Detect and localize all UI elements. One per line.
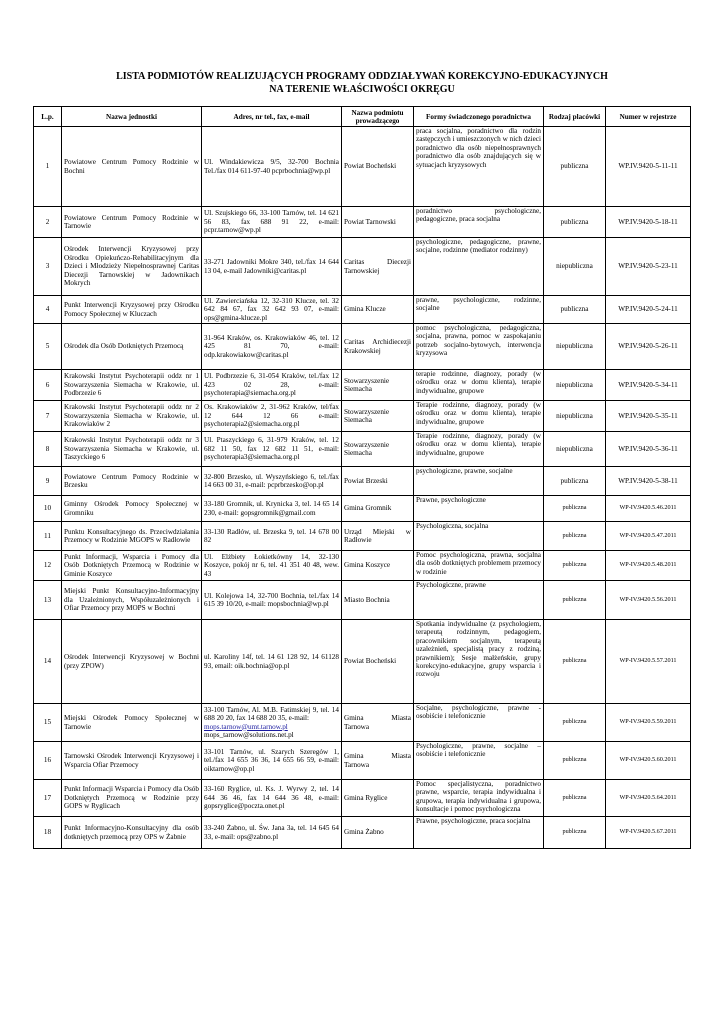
table-body — [34, 127, 691, 849]
row-lp: 5 — [34, 324, 62, 370]
row-forms: psychologiczne, pedagogiczne, prawne, socjalne, rodzinne (mediator rodzinny) — [414, 238, 544, 296]
row-type: publiczna — [544, 780, 606, 817]
row-forms: psychologiczne, prawne, socjalne — [414, 467, 544, 496]
table-row — [34, 401, 691, 432]
title-line-2: NA TERENIE WŁAŚCIWOŚCI OKRĘGU — [269, 84, 455, 95]
row-lp: 3 — [34, 238, 62, 296]
table-row — [34, 551, 691, 581]
row-forms: prawne, psychologiczne, rodzinne, socjalne — [414, 296, 544, 324]
table-row — [34, 432, 691, 467]
row-provider: Urząd Miejski w Radłowie — [342, 522, 414, 551]
row-type: niepubliczna — [544, 401, 606, 432]
row-provider: Gmina Miasta Tarnowa — [342, 742, 414, 780]
row-lp: 1 — [34, 127, 62, 207]
row-lp: 9 — [34, 467, 62, 496]
row-address: 33-180 Gromnik, ul. Krynicka 3, tel. 14 65 14 230, e-mail: gopsgromnik@gmail.com — [202, 496, 342, 522]
row-lp: 15 — [34, 704, 62, 742]
row-name: Ośrodek dla Osób Dotkniętych Przemocą — [62, 324, 202, 370]
row-name: Ośrodek Interwencji Kryzysowej przy Ośrodku Opiekuńczo-Rehabilitacyjnym dla Dzieci i Młodzieży Niepełnosprawnej Caritas Diecezji Tarnowskiej w Jadownikach Mokrych — [62, 238, 202, 296]
row-provider: Powiat Tarnowski — [342, 207, 414, 238]
row-type: publiczna — [544, 620, 606, 704]
row-type: publiczna — [544, 467, 606, 496]
row-register: WP.IV.9420-5-18-11 — [606, 207, 691, 238]
row-name: Powiatowe Centrum Pomocy Rodzinie w Tarnowie — [62, 207, 202, 238]
row-forms: Psychologiczna, socjalna — [414, 522, 544, 551]
row-address: 32-800 Brzesko, ul. Wyszyńskiego 6, tel./fax 14 663 00 31, e-mail: pcprbrzesko@op.pl — [202, 467, 342, 496]
row-provider: Powiat Bocheński — [342, 127, 414, 207]
header-lp: L.p. — [34, 107, 62, 127]
row-name: Miejski Ośrodek Pomocy Społecznej w Tarnowie — [62, 704, 202, 742]
row-forms: Psychologiczne, prawne — [414, 581, 544, 620]
row-register: WP.IV.9420-5-23-11 — [606, 238, 691, 296]
row-type: niepubliczna — [544, 432, 606, 467]
row-address: Ul. Podbrzezie 6, 31-054 Kraków, tel./fax 12 423 02 28, e-mail: psychoterapia@siemacha.org.pl — [202, 370, 342, 401]
row-provider: Stowarzyszenie Siemacha — [342, 401, 414, 432]
row-address: Ul. Kolejowa 14, 32-700 Bochnia, tel./fax 14 615 39 10/20, e-mail: mopsbochnia@wp.pl — [202, 581, 342, 620]
row-type: publiczna — [544, 817, 606, 849]
row-type: publiczna — [544, 742, 606, 780]
row-forms: Prawne, psychologiczne — [414, 496, 544, 522]
table-row — [34, 467, 691, 496]
row-address: 33-271 Jadowniki Mokre 340, tel./fax 14 644 13 04, e-mail Jadowniki@caritas.pl — [202, 238, 342, 296]
row-provider: Powiat Bocheński — [342, 620, 414, 704]
row-register: WP.IV.9420-5-35-11 — [606, 401, 691, 432]
row-register: WP.IV.9420-5-34-11 — [606, 370, 691, 401]
row-register: WP.IV.9420-5-11-11 — [606, 127, 691, 207]
row-name: Punktu Konsultacyjnego ds. Przeciwdziałania Przemocy w Rodzinie MGOPS w Radłowie — [62, 522, 202, 551]
row-name: Krakowski Instytut Psychoterapii oddz nr 2 Stowarzyszenia Siemacha w Krakowie, ul. Krakowiaków 2 — [62, 401, 202, 432]
table-row — [34, 370, 691, 401]
row-register: WP-IV.9420.5.48.2011 — [606, 551, 691, 581]
row-forms: praca socjalna, poradnictwo dla rodzin zastępczych i umieszczonych w nich dzieci poradnictwo dla osób niepełnosprawnych poradnictwo dla osób znajdujących się w sytuacjach kryzysowych — [414, 127, 544, 207]
row-provider: Caritas Diecezji Tarnowskiej — [342, 238, 414, 296]
row-address: 33-130 Radłów, ul. Brzeska 9, tel. 14 678 00 82 — [202, 522, 342, 551]
row-address-email-secondary: mops_tarnow@solutions.net.pl — [204, 730, 294, 739]
row-forms: Spotkania indywidualne (z psychologiem, terapeutą rodzinnym, pedagogiem, pracownikiem socjalnym, terapeutą uzależnień, specjalistą pracy z rodziną, prawnikiem); Sesje małżeńskie, grupy korekcyjno-edukacyjne, grupy wsparcia i rozwoju — [414, 620, 544, 704]
row-forms: Pomoc psychologiczna, prawna, socjalna dla osób dotkniętych problemem przemocy w rodzinie — [414, 551, 544, 581]
providers-table — [33, 106, 691, 849]
header-address: Adres, nr tel., fax, e-mail — [202, 107, 342, 127]
row-provider: Caritas Archidiecezji Krakowskiej — [342, 324, 414, 370]
row-forms: Socjalne, psychologiczne, prawne - osobiście i telefonicznie — [414, 704, 544, 742]
table-row — [34, 296, 691, 324]
table-row — [34, 620, 691, 704]
row-type: niepubliczna — [544, 370, 606, 401]
row-lp: 2 — [34, 207, 62, 238]
row-forms: Prawne, psychologiczne, praca socjalna — [414, 817, 544, 849]
row-address: 31-964 Kraków, os. Krakowiaków 46, tel. 12 425 81 70, e-mail: odp.krakowiakow@caritas.pl — [202, 324, 342, 370]
row-name: Powiatowe Centrum Pomocy Rodzinie w Bochni — [62, 127, 202, 207]
row-register: WP-IV.9420.5.57.2011 — [606, 620, 691, 704]
row-lp: 18 — [34, 817, 62, 849]
row-lp: 16 — [34, 742, 62, 780]
row-name: Punkt Informacji, Wsparcia i Pomocy dla Osób Dotkniętych Przemocą w Rodzinie w Gminie Koszyce — [62, 551, 202, 581]
row-forms: Psychologiczne, prawne, socjalne – osobiście i telefonicznie — [414, 742, 544, 780]
row-lp: 6 — [34, 370, 62, 401]
header-register: Numer w rejestrze — [606, 107, 691, 127]
row-lp: 10 — [34, 496, 62, 522]
row-address: Ul. Elżbiety Łokietkówny 14, 32-130 Koszyce, pokój nr 6, tel. 41 351 40 48, wew. 43 — [202, 551, 342, 581]
row-forms: Terapie rodzinne, diagnozy, porady (w ośrodku oraz w domu klienta), terapie indywidualne, grupowe — [414, 401, 544, 432]
row-type: niepubliczna — [544, 324, 606, 370]
row-address: ul. Karoliny 14f, tel. 14 61 128 92, 14 61128 93, email: oik.bochnia@op.pl — [202, 620, 342, 704]
row-address: Ul. Zawierciańska 12, 32-310 Klucze, tel. 32 642 84 67, fax 32 642 93 07, e-mail: ops@gmina-klucze.pl — [202, 296, 342, 324]
row-lp: 11 — [34, 522, 62, 551]
row-type: niepubliczna — [544, 238, 606, 296]
table-row — [34, 704, 691, 742]
table-row — [34, 324, 691, 370]
row-address: Ul. Szujskiego 66, 33-100 Tarnów, tel. 14 621 56 83, fax 688 91 22, e-mail: pcpr.tarnow@wp.pl — [202, 207, 342, 238]
row-provider: Stowarzyszenie Siemacha — [342, 432, 414, 467]
row-name: Tarnowski Ośrodek Interwencji Kryzysowej i Wsparcia Ofiar Przemocy — [62, 742, 202, 780]
table-header-row — [34, 107, 691, 127]
row-provider: Gmina Żabno — [342, 817, 414, 849]
row-name: Powiatowe Centrum Pomocy Rodzinie w Brzesku — [62, 467, 202, 496]
header-forms: Formy świadczonego poradnictwa — [414, 107, 544, 127]
row-register: WP.IV.9420-5-26-11 — [606, 324, 691, 370]
row-name: Punkt Informacji Wsparcia i Pomocy dla Osób Dotkniętych Przemocą w Rodzinie przy GOPS w Ryglicach — [62, 780, 202, 817]
row-type: publiczna — [544, 704, 606, 742]
row-name: Krakowski Instytut Psychoterapii oddz nr 1 Stowarzyszenia Siemacha w Krakowie, ul. Podbrzezie 6 — [62, 370, 202, 401]
row-forms: terapie rodzinne, diagnozy, porady (w ośrodku oraz w domu klienta), terapie indywidualne, grupowe — [414, 370, 544, 401]
row-register: WP-IV.9420.5.46.2011 — [606, 496, 691, 522]
row-forms: Terapie rodzinne, diagnozy, porady (w ośrodku oraz w domu klienta), terapie indywidualne, grupowe — [414, 432, 544, 467]
row-lp: 14 — [34, 620, 62, 704]
row-forms: poradnictwo psychologiczne, pedagogiczne, praca socjalna — [414, 207, 544, 238]
row-type: publiczna — [544, 522, 606, 551]
row-type: publiczna — [544, 127, 606, 207]
row-lp: 12 — [34, 551, 62, 581]
table-row — [34, 780, 691, 817]
row-register: WP-IV.9420.5.59.2011 — [606, 704, 691, 742]
title-line-1: LISTA PODMIOTÓW REALIZUJĄCYCH PROGRAMY ODDZIAŁYWAŃ KOREKCYJNO-EDUKACYJNYCH — [116, 71, 608, 82]
row-register: WP.IV.9420-5-38-11 — [606, 467, 691, 496]
document-title — [0, 70, 724, 96]
table-row — [34, 496, 691, 522]
table-row — [34, 581, 691, 620]
row-address: 33-240 Żabno, ul. Św. Jana 3a, tel. 14 645 64 33, e-mail: ops@zabno.pl — [202, 817, 342, 849]
row-type: publiczna — [544, 551, 606, 581]
row-provider: Gmina Miasta Tarnowa — [342, 704, 414, 742]
row-type: publiczna — [544, 296, 606, 324]
row-address: 33-160 Ryglice, ul. Ks. J. Wyrwy 2, tel. 14 644 36 46, fax 14 644 36 48, e-mail: gopsryglice@poczta.onet.pl — [202, 780, 342, 817]
row-address: 33-101 Tarnów, ul. Szarych Szeregów 1, tel./fax 14 655 36 36, 14 655 66 59, e-mail: oiktarnow@op.pl — [202, 742, 342, 780]
row-register: WP-IV.9420.5.56.2011 — [606, 581, 691, 620]
table-row — [34, 238, 691, 296]
row-address: Os. Krakowiaków 2, 31-962 Kraków, tel/fax 12 644 12 66 e-mail: psychoterapia2@siemacha.org.pl — [202, 401, 342, 432]
row-forms: pomoc psychologiczna, pedagogiczna, socjalna, prawna, pomoc w zaspokajaniu potrzeb socjalno-bytowych, interwencja kryzysowa — [414, 324, 544, 370]
row-name: Miejski Punkt Konsultacyjno-Informacyjny dla Uzależnionych, Współuzależnionych i Ofiar Przemocy przy MOPS w Bochni — [62, 581, 202, 620]
table-row — [34, 207, 691, 238]
table-row — [34, 522, 691, 551]
row-register: WP.IV.9420-5-36-11 — [606, 432, 691, 467]
row-address-email-link[interactable]: mops.tarnow@umt.tarnow.pl — [204, 722, 288, 731]
row-forms: Pomoc specjalistyczna, poradnictwo prawne, wsparcie, terapia indywidualna i grupowa, terapia indywidualna i grupowa, konsultacje i pomoc psychologiczna — [414, 780, 544, 817]
row-provider: Miasto Bochnia — [342, 581, 414, 620]
table-row — [34, 742, 691, 780]
row-provider: Gmina Ryglice — [342, 780, 414, 817]
row-lp: 8 — [34, 432, 62, 467]
row-address-text: 33-100 Tarnów, Al. M.B. Fatimskiej 9, tel. 14 688 20 20, fax 14 688 20 35, e-mail: — [204, 705, 339, 723]
row-name: Gminny Ośrodek Pomocy Społecznej w Gromniku — [62, 496, 202, 522]
row-lp: 13 — [34, 581, 62, 620]
row-lp: 4 — [34, 296, 62, 324]
row-name: Ośrodek Interwencji Kryzysowej w Bochni (przy ZPOW) — [62, 620, 202, 704]
row-register: WP-IV.9420.5.47.2011 — [606, 522, 691, 551]
row-provider: Gmina Klucze — [342, 296, 414, 324]
row-name: Punkt Interwencji Kryzysowej przy Ośrodku Pomocy Społecznej w Kluczach — [62, 296, 202, 324]
table-row — [34, 817, 691, 849]
row-address: Ul. Windakiewicza 9/5, 32-700 Bochnia Tel./fax 014 611-97-40 pcprbochnia@wp.pl — [202, 127, 342, 207]
row-provider: Gmina Gromnik — [342, 496, 414, 522]
row-register: WP-IV.9420.5.64.2011 — [606, 780, 691, 817]
row-lp: 17 — [34, 780, 62, 817]
row-register: WP.IV.9420-5-24-11 — [606, 296, 691, 324]
table-row — [34, 127, 691, 207]
row-type: publiczna — [544, 581, 606, 620]
row-register: WP-IV.9420.5.67.2011 — [606, 817, 691, 849]
row-provider: Stowarzyszenie Siemacha — [342, 370, 414, 401]
row-name: Punkt Informacyjno-Konsultacyjny dla osób dotkniętych przemocą przy OPS w Żabnie — [62, 817, 202, 849]
row-name: Krakowski Instytut Psychoterapii oddz nr 3 Stowarzyszenia Siemacha w Krakowie, ul. Taszyckiego 6 — [62, 432, 202, 467]
header-provider: Nazwa podmiotu prowadzącego — [342, 107, 414, 127]
row-lp: 7 — [34, 401, 62, 432]
header-name: Nazwa jednostki — [62, 107, 202, 127]
row-provider: Powiat Brzeski — [342, 467, 414, 496]
header-type: Rodzaj placówki — [544, 107, 606, 127]
row-type: publiczna — [544, 496, 606, 522]
row-address: Ul. Ptaszyckiego 6, 31-979 Kraków, tel. 12 682 11 50, fax 12 682 11 51, e-mail: psychoterapia3@siemacha.org.pl — [202, 432, 342, 467]
row-type: publiczna — [544, 207, 606, 238]
row-address — [202, 704, 342, 742]
row-provider: Gmina Koszyce — [342, 551, 414, 581]
row-register: WP-IV.9420.5.60.2011 — [606, 742, 691, 780]
